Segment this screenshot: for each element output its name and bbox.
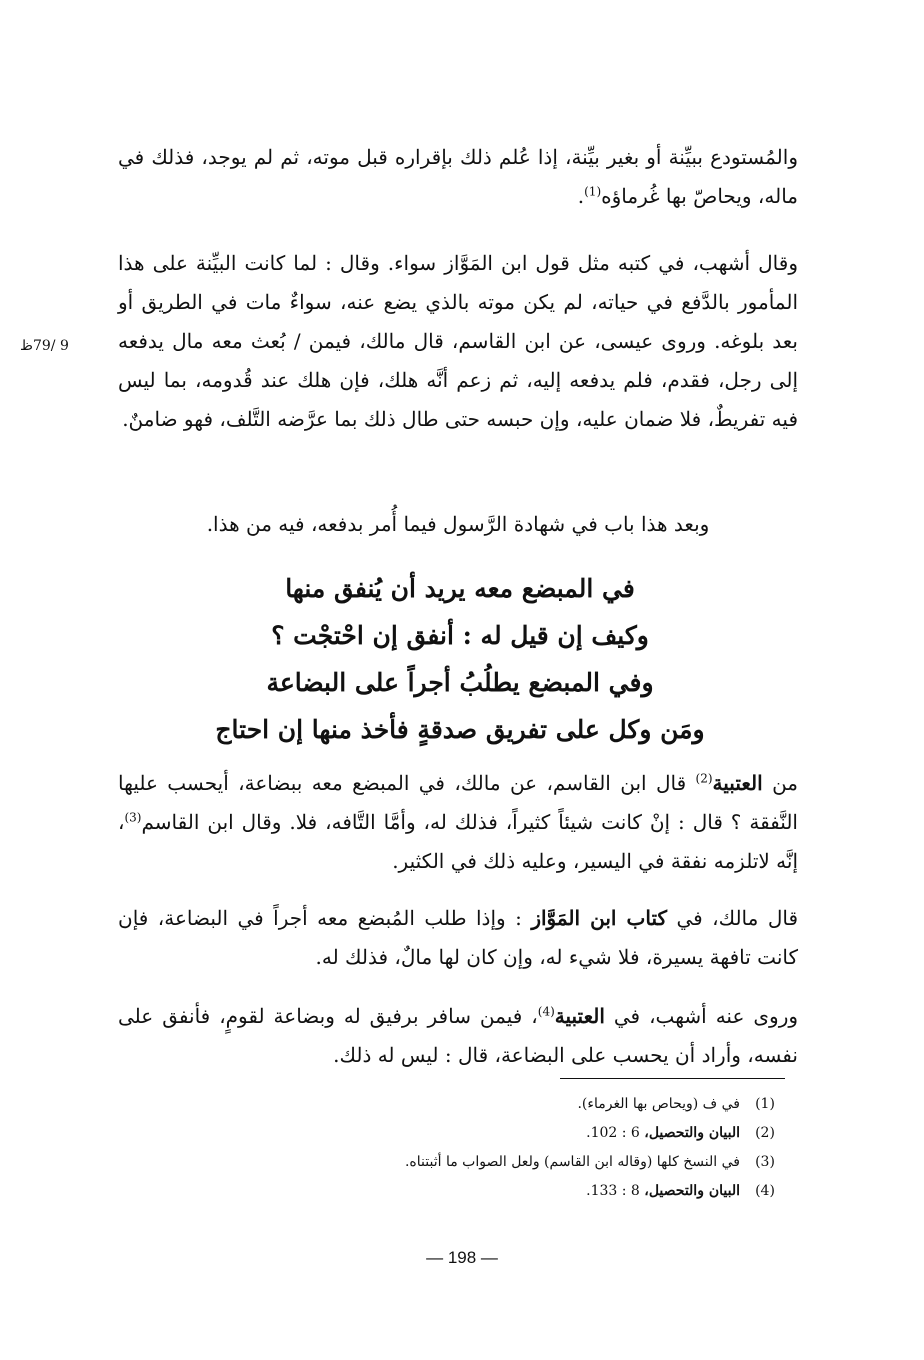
- footnote-divider: [560, 1078, 785, 1079]
- footnote-ref-1: (1): [584, 184, 602, 199]
- paragraph-end: .: [577, 184, 585, 208]
- footnote-number: (1): [755, 1096, 775, 1112]
- paragraph-utbiyya: [118, 764, 798, 881]
- footnote-source: البيان والتحصيل،: [644, 1183, 740, 1199]
- footnotes: [300, 1090, 790, 1206]
- footnote-number: (3): [755, 1154, 775, 1170]
- footnote-text: 6 : 102.: [586, 1125, 645, 1141]
- paragraph-text: ، فيمن سافر برفيق له وبضاعة لقومٍ، فأنفق على نفسه، وأراد أن يحسب على البضاعة، قال : ليس له ذلك.: [118, 1004, 798, 1067]
- heading-line-2: وكيف إن قيل له : أنفق إن احْتجْت ؟: [271, 621, 649, 650]
- paragraph-prefix: من: [772, 771, 798, 795]
- footnote-1: [300, 1090, 790, 1119]
- paragraph-next-chapter: [118, 505, 798, 544]
- paragraph-end: ، إنَّه لاتلزمه نفقة في اليسير، وعليه ذلك في الكثير.: [118, 810, 798, 873]
- footnote-text: في ف (ويحاص بها الغرماء).: [577, 1096, 740, 1112]
- paragraph-text: قال ابن القاسم، عن مالك، في المبضع معه ببضاعة، أيحسب عليها النَّفقة ؟ قال : إنْ كانت شيئاً كثيراً، فذلك له، وأمَّا التَّافه، فلا. وقال ابن القاسم: [118, 771, 798, 834]
- chapter-heading: [150, 565, 770, 753]
- source-title: العتبية: [554, 1004, 605, 1028]
- paragraph-ashhab: [118, 244, 798, 439]
- heading-line-4: ومَن وكل على تفريق صدقةٍ فأخذ منها إن احتاج: [215, 715, 705, 744]
- footnote-4: [300, 1177, 790, 1206]
- footnote-text: 8 : 133.: [586, 1183, 645, 1199]
- paragraph-text: وقال أشهب، في كتبه مثل قول ابن المَوَّاز سواء. وقال : لما كانت البيِّنة على هذا المأمور بالدَّفع في حياته، لم يكن موته بالذي يضع عنه، سواءٌ مات في الطريق أو بعد بلوغه. وروى عيسى، عن ابن القاسم، قال مالك، فيمن / بُعث معه مال يدفعه إلى رجل، فقدم، فلم يدفعه إليه، ثم زعم أنَّه هلك، فإن هلك عند قُدومه، بما ليس فيه تفريطٌ، فلا ضمان عليه، وإن حبسه حتى طال ذلك بما عرَّضه التَّلف، فهو ضامنٌ.: [118, 251, 798, 431]
- paragraph-ibn-mawwaz: [118, 899, 798, 977]
- footnote-number: (4): [755, 1183, 775, 1199]
- paragraph-prefix: قال مالك، في: [676, 906, 799, 930]
- footnote-text: في النسخ كلها (وقاله ابن القاسم) ولعل الصواب ما أثبتناه.: [404, 1154, 740, 1170]
- paragraph-deposit: [118, 138, 798, 216]
- footnote-ref-2: (2): [695, 771, 713, 786]
- paragraph-text: وبعد هذا باب في شهادة الرَّسول فيما أُمر بدفعه، فيه من هذا.: [206, 512, 710, 536]
- footnote-3: [300, 1148, 790, 1177]
- footnote-number: (2): [755, 1125, 775, 1141]
- margin-folio-note: 9 /79ظ: [20, 338, 69, 354]
- footnote-ref-4: (4): [537, 1004, 555, 1019]
- source-title: العتبية: [712, 771, 763, 795]
- footnote-source: البيان والتحصيل،: [644, 1125, 740, 1141]
- paragraph-text: : وإذا طلب المُبضع معه أجراً في البضاعة، فإن كانت تافهة يسيرة، فلا شيء له، وإن كان لها مالٌ، فذلك له.: [118, 906, 798, 969]
- page-number: — 198 —: [426, 1248, 498, 1267]
- footnote-ref-3: (3): [124, 810, 142, 825]
- footnote-2: [300, 1119, 790, 1148]
- heading-line-1: في المبضع معه يريد أن يُنفق منها: [285, 574, 635, 603]
- heading-line-3: وفي المبضع يطلُبُ أجراً على البضاعة: [266, 668, 654, 697]
- paragraph-ashhab-utbiyya: [118, 997, 798, 1075]
- paragraph-prefix: وروى عنه أشهب، في: [613, 1004, 799, 1028]
- source-title: كتاب ابن المَوَّاز: [531, 906, 668, 930]
- paragraph-text: والمُستودع ببيِّنة أو بغير بيِّنة، إذا عُلم ذلك بإقراره قبل موته، ثم لم يوجد، فذلك في ماله، ويحاصّ بها غُرماؤه: [118, 145, 798, 208]
